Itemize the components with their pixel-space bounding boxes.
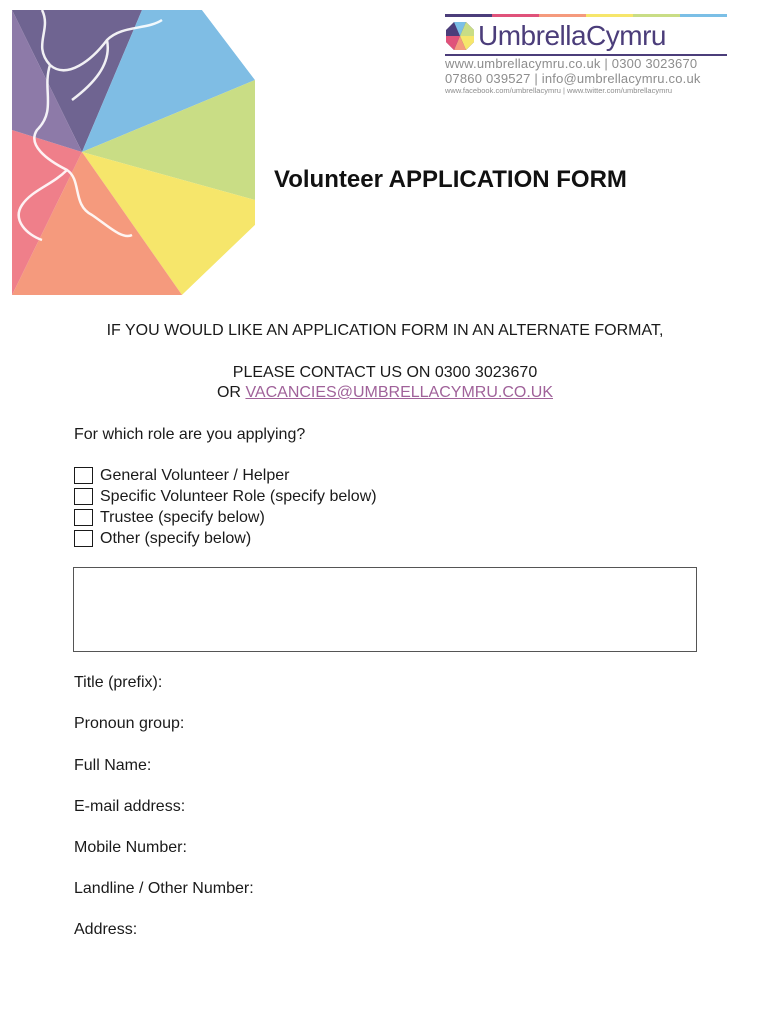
role-option-trustee[interactable] <box>74 507 377 528</box>
address-label: Address: <box>74 921 138 938</box>
role-option-specific[interactable] <box>74 486 377 507</box>
form-title: Volunteer APPLICATION FORM <box>274 166 627 193</box>
pronoun-group-label: Pronoun group: <box>74 715 185 732</box>
option-label: Other (specify below) <box>100 529 252 547</box>
role-specify-textarea[interactable] <box>73 567 697 652</box>
title-prefix-label: Title (prefix): <box>74 674 163 691</box>
mobile-number-label: Mobile Number: <box>74 839 187 856</box>
role-options <box>74 465 377 549</box>
contact-phone-notice: PLEASE CONTACT US ON 0300 3023670 <box>232 364 538 381</box>
umbrella-icon <box>445 21 475 51</box>
vacancies-email-link[interactable]: VACANCIES@UMBRELLACYMRU.CO.UK <box>245 384 553 401</box>
email-address-label: E-mail address: <box>74 798 186 815</box>
contact-social: www.facebook.com/umbrellacymru | www.twitter.com/umbrellacymru <box>445 86 673 95</box>
brand-logo <box>445 14 727 96</box>
checkbox[interactable] <box>74 509 93 526</box>
contact-mobile-email: 07860 039527 | info@umbrellacymru.co.uk <box>445 71 701 86</box>
contact-email-notice <box>0 384 770 402</box>
brand-name: UmbrellaCymru <box>478 20 666 51</box>
option-label: Trustee (specify below) <box>100 508 265 526</box>
checkbox[interactable] <box>74 488 93 505</box>
logo-color-bar <box>445 14 727 17</box>
landline-number-label: Landline / Other Number: <box>74 880 254 897</box>
hero-graphic <box>12 10 255 295</box>
role-question: For which role are you applying? <box>74 426 306 443</box>
alternate-format-notice: IF YOU WOULD LIKE AN APPLICATION FORM IN AN ALTERNATE FORMAT, <box>106 322 664 339</box>
or-text: OR <box>216 384 241 401</box>
role-option-other[interactable] <box>74 528 377 549</box>
option-label: Specific Volunteer Role (specify below) <box>100 487 377 505</box>
contact-website-phone: www.umbrellacymru.co.uk | 0300 3023670 <box>445 56 698 71</box>
checkbox[interactable] <box>74 467 93 484</box>
option-label: General Volunteer / Helper <box>100 466 290 484</box>
role-option-general[interactable] <box>74 465 377 486</box>
checkbox[interactable] <box>74 530 93 547</box>
full-name-label: Full Name: <box>74 757 152 774</box>
